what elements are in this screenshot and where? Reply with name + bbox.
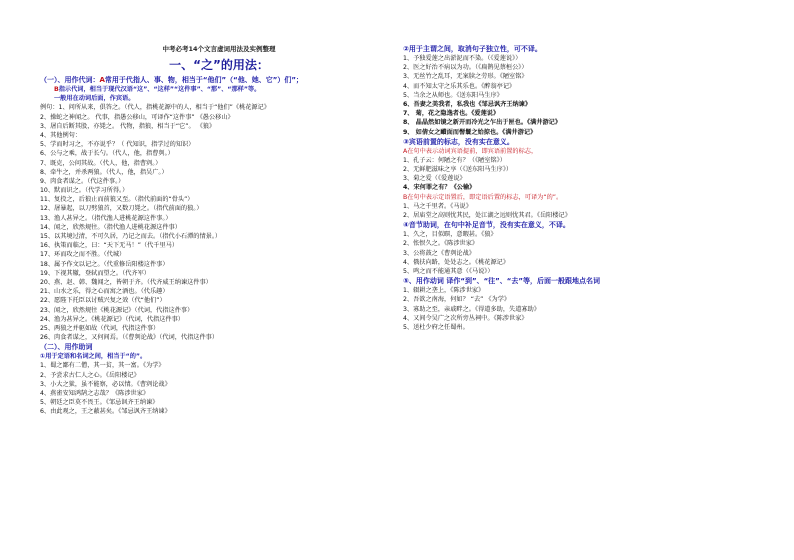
example-line: 4、燕雀安知鸿鹄之志哉？《陈涉世家》	[40, 390, 150, 397]
example-line: 4、俄扶向路，处处志之。《桃花源记》	[403, 258, 510, 266]
example-line: 21、山水之乐，得之心而寓之酒也。（代乐趣）	[40, 288, 169, 296]
example-line: 4、宋何罪之有？《公输》	[403, 184, 476, 192]
example-line: 18、属予作文以记之。（代重修岳阳楼这件事）	[40, 260, 169, 268]
subheading: 一般用在动词后面，作宾语。	[54, 95, 135, 103]
example-line: 16、执策而临之，曰：“天下无马！”（代千里马）	[40, 242, 179, 250]
example-line: 15、以其境过清，不可久居，乃记之而去。（指代小石潭的情景。）	[40, 233, 222, 240]
example-line: 6、公与之乘，战于长勺。（代人，他，指曹刿。）	[40, 150, 174, 158]
example-line: 10、默而识之。（代学习所得。）	[40, 187, 129, 195]
example-line: 5、朝廷之臣莫不畏王。《邹忌讽齐王纳谏》	[40, 399, 159, 407]
example-line: 26、肉食者谋之，又何间焉。（《曹刿论战》（代词，代指这件事）	[40, 334, 219, 342]
example-line: 7、 菊，花之隐逸者也。《爱莲说》	[403, 110, 500, 118]
section-label: （一）、用作代词：	[40, 76, 100, 84]
example-line: 1、久之，目似暝，意暇甚。《狼》	[403, 231, 497, 239]
subheading: ④音节助词，在句中补足音节，没有实在意义，不译。	[403, 221, 570, 230]
document-title: 中考必考14个文言虚词用法及实例整理	[162, 45, 276, 53]
example-line: 6、由此观之，王之蔽甚矣。《邹忌讽齐王纳谏》	[40, 408, 171, 416]
example-line: 2、予尝求古仁人之心。《岳阳楼记》	[40, 371, 140, 379]
example-line: 14、闻之，欣然规往。（指代渔人进桃花源这件事）	[40, 223, 181, 231]
main-heading: 一、“之”的用法：	[169, 58, 269, 72]
example-line: 7、既克，公问其故。（代人，他，指曹刿。）	[40, 159, 162, 167]
example-line: 2、无鲜肥滋味之享（《送东阳马生序》）	[403, 166, 513, 174]
example-line: 19、下视其辙，登轼而望之。（代齐军）	[40, 269, 150, 277]
example-line: 3、无丝竹之乱耳，无案牍之劳形。《陋室铭》	[403, 73, 528, 81]
example-line: 1、蜀之鄙有二僧，其一贫，其一富。《为学》	[40, 362, 165, 370]
point-b	[40, 85, 398, 94]
example-line: 1、辍耕之垄上，《陈涉世家》	[403, 287, 485, 295]
subheading: ③宾语前置的标志，没有实在意义。	[403, 137, 514, 146]
example-line: 5、送杜少府之任蜀州。	[403, 323, 469, 331]
point-text: 指示代词，相当于现代汉语“这”、“这样”“这件事”、“那”、“那样”等。	[58, 86, 261, 93]
subheading: ①用于定语和名词之间，相当于“的”。	[40, 353, 147, 361]
right-column	[403, 44, 773, 332]
example-line: 6、吾妻之美我者，私我也《邹忌讽齐王纳谏》	[403, 100, 532, 108]
subheading: ②用于主谓之间，取消句子独立性，可不译。	[403, 45, 542, 53]
point-marker: B	[403, 193, 408, 201]
example-line: 3、寡助之至，亲戚畔之。《得道多助，失道寡助》	[403, 305, 540, 313]
example-line: 12、屠暴起，以刀劈狼首，又数刀毙之。（指代前面的狼。）	[40, 205, 203, 213]
example-line: 24、渔为甚异之。《桃花源记》（代词，代指这件事）	[40, 315, 184, 323]
subheading: ⑤、用作动词 译作“到”、“往”、“去”等，后面一般跟地点名词	[403, 277, 600, 286]
example-line: 20、燕、赵、韩、魏闻之，皆朝于齐。（代齐威王纳谏这件事）	[40, 278, 212, 286]
left-column	[40, 75, 398, 417]
point-text: 常用于代指人、事、物，相当于“他们”（“他、她、它”）们”；	[104, 76, 303, 84]
point-marker: A	[99, 76, 105, 84]
example-line: 13、渔人甚异之。（指代渔人进桃花源这件事。）	[40, 214, 172, 222]
point-marker: A	[403, 147, 408, 155]
example-line: 3、公将鼓之《曹刿论战》	[403, 249, 475, 257]
example-line: 8、 晶晶然如镜之新开而冷光之乍出于匣也。《满井游记》	[403, 119, 562, 127]
example-line: 1、孔子云：何陋之有？（《陋室铭》）	[403, 156, 506, 164]
point-marker: B	[54, 86, 59, 93]
example-line: 4、又间令吴广之次所旁丛祠中。《陈涉世家》	[403, 314, 528, 322]
section-heading-pronoun	[40, 75, 398, 85]
example-line: 3、小大之狱，虽不能察，必以情。《曹刿论战》	[40, 380, 171, 388]
example-line: 25、两狼之并驱如故（代词，代指这件事）	[40, 324, 160, 332]
example-line: 17、环而攻之而不胜。（代城）	[40, 251, 126, 259]
example-line: 9、肉食者谋之。（代这件事。）	[40, 177, 125, 185]
example-line: 5、当余之从师也。《送东阳马生序》	[403, 91, 503, 99]
example-line: 5、鸣之而不能通其意（《马说》）	[403, 267, 494, 275]
section-heading-particle: （二）、用作助词	[40, 343, 93, 352]
example-line: 4、而不知太守之乐其乐也。《醉翁亭记》	[403, 82, 516, 90]
example-line: 3、屠自后断其股，亦毙之。 代物，指狼，相当于“它”。 《狼》	[40, 122, 216, 130]
example-line: 8、牵牛之，并杀两狼。（代人，他，指吴广。）	[40, 168, 168, 176]
example-line: 22、愿陛下托臣以讨贼兴复之效（代“他们”）	[40, 297, 166, 305]
example-line: 1、马之千里者。《马说》	[403, 202, 472, 210]
example-line: 2、吾欲之南海，何如？ “去” 《为学》	[403, 296, 511, 304]
example-line: 9、 如倩女之靧面而髻鬟之始掠也。《满井游记》	[403, 128, 537, 136]
example-line: 23、闻之，欣然规往《桃花源记》（代词，代指这件事）	[40, 306, 194, 314]
example-line: 5、学而时习之，不亦说乎？（ 代知识，指学过的知识）	[40, 141, 195, 149]
example-line: 例句：1、问所从来，俱答之。（代人，指桃花源中的人，相当于“他们”《桃花源记》	[40, 104, 270, 112]
point-text: 在句中表示动词宾语提前，即宾语前置的标志，	[407, 147, 538, 155]
example-line: 1、予独爱莲之出淤泥而不染。（《爱莲说》）	[403, 55, 522, 62]
example-line: 2、居庙堂之高则忧其民，处江湖之远则忧其君。《岳阳楼记》	[403, 212, 571, 219]
example-line: 4、其他例句：	[40, 131, 82, 139]
point-b	[403, 193, 773, 202]
example-line: 2、怅恨久之。《陈涉世家》	[403, 240, 479, 248]
example-line: 3、菊之爱（《爱莲说》	[403, 175, 466, 183]
example-line: 2、医之好治不病以为功。（《扁鹊见蔡桓公》）	[403, 64, 528, 72]
point-a	[403, 147, 773, 156]
example-line: 2、操蛇之神闻之。 代事，指愚公移山，可译作“这件事” 《愚公移山》	[40, 113, 234, 121]
example-line: 11、复投之，后狼止而前狼又至。（指代前面的“骨头”）	[40, 196, 194, 204]
point-text: 在句中表示定语置后，即定语后置的标志，可译为“的”。	[407, 193, 563, 201]
